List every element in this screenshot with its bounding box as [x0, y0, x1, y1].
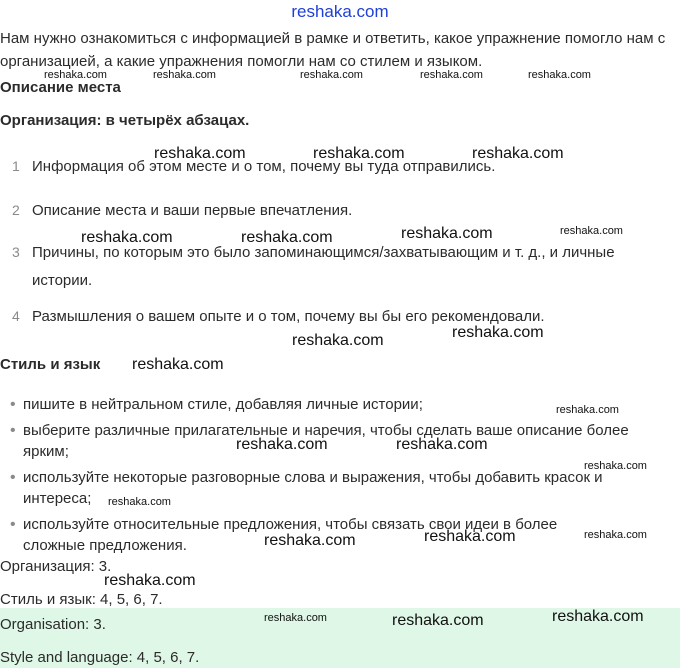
bullet-marker-3: • — [10, 469, 16, 486]
watermark: reshaka.com — [292, 332, 384, 349]
watermark: reshaka.com — [104, 572, 196, 589]
watermark: reshaka.com — [584, 460, 647, 472]
answer-ru-organisation: Организация: 3. — [0, 558, 112, 575]
organization-heading: Организация: в четырёх абзацах. — [0, 112, 250, 129]
style-bullet-4: используйте относительные предложения, чтобы связать свои идеи в более сложные предложения. — [23, 516, 558, 554]
organization-item-4: Размышления о вашем опыте и о том, почему вы бы его рекомендовали. — [32, 308, 545, 325]
style-heading: Стиль и язык — [0, 356, 101, 373]
watermark: reshaka.com — [241, 229, 333, 246]
list-number-2: 2 — [12, 202, 20, 218]
style-bullet-2: выберите различные прилагательные и наречия, чтобы сделать ваше описание более ярким; — [23, 422, 629, 460]
watermark: reshaka.com — [560, 225, 623, 237]
watermark: reshaka.com — [264, 532, 356, 549]
section-title: Описание места — [0, 79, 121, 96]
list-number-3: 3 — [12, 244, 20, 260]
bullet-marker-1: • — [10, 396, 16, 413]
answer-en-style: Style and language: 4, 5, 6, 7. — [0, 649, 200, 666]
watermark: reshaka.com — [108, 496, 171, 508]
watermark: reshaka.com — [153, 69, 216, 81]
watermark: reshaka.com — [236, 436, 328, 453]
watermark: reshaka.com — [472, 145, 564, 162]
list-number-1: 1 — [12, 158, 20, 174]
answer-ru-style: Стиль и язык: 4, 5, 6, 7. — [0, 591, 163, 608]
watermark: reshaka.com — [401, 225, 493, 242]
watermark: reshaka.com — [452, 324, 544, 341]
watermark: reshaka.com — [392, 612, 484, 629]
watermark: reshaka.com — [132, 356, 224, 373]
site-title[interactable]: reshaka.com — [291, 2, 389, 21]
watermark: reshaka.com — [154, 145, 246, 162]
watermark: reshaka.com — [313, 145, 405, 162]
organization-item-3-line1: Причины, по которым это было запоминающимся/захватывающим и т. д., и личные — [32, 244, 615, 261]
watermark: reshaka.com — [424, 528, 516, 545]
answer-en-organisation: Organisation: 3. — [0, 616, 106, 633]
watermark: reshaka.com — [420, 69, 483, 81]
watermark: reshaka.com — [528, 69, 591, 81]
watermark: reshaka.com — [552, 608, 644, 625]
list-number-4: 4 — [12, 308, 20, 324]
watermark: reshaka.com — [396, 436, 488, 453]
organization-item-2: Описание места и ваши первые впечатления. — [32, 202, 353, 219]
style-bullet-1: пишите в нейтральном стиле, добавляя личные истории; — [23, 396, 423, 413]
watermark: reshaka.com — [44, 69, 107, 81]
style-bullet-3: используйте некоторые разговорные слова и выражения, чтобы добавить красок и интереса; — [23, 469, 603, 507]
watermark: reshaka.com — [300, 69, 363, 81]
watermark: reshaka.com — [264, 612, 327, 624]
bullet-marker-2: • — [10, 422, 16, 439]
intro-paragraph: Нам нужно ознакомиться с информацией в рамке и ответить, какое упражнение помогло нам с организацией, а какие упражнения помогли нам со стилем и языком. — [0, 30, 666, 70]
organization-item-1: Информация об этом месте и о том, почему вы туда отправились. — [32, 158, 496, 175]
bullet-marker-4: • — [10, 516, 16, 533]
watermark: reshaka.com — [81, 229, 173, 246]
organization-item-3-line2: истории. — [32, 272, 93, 289]
watermark: reshaka.com — [556, 404, 619, 416]
watermark: reshaka.com — [584, 529, 647, 541]
